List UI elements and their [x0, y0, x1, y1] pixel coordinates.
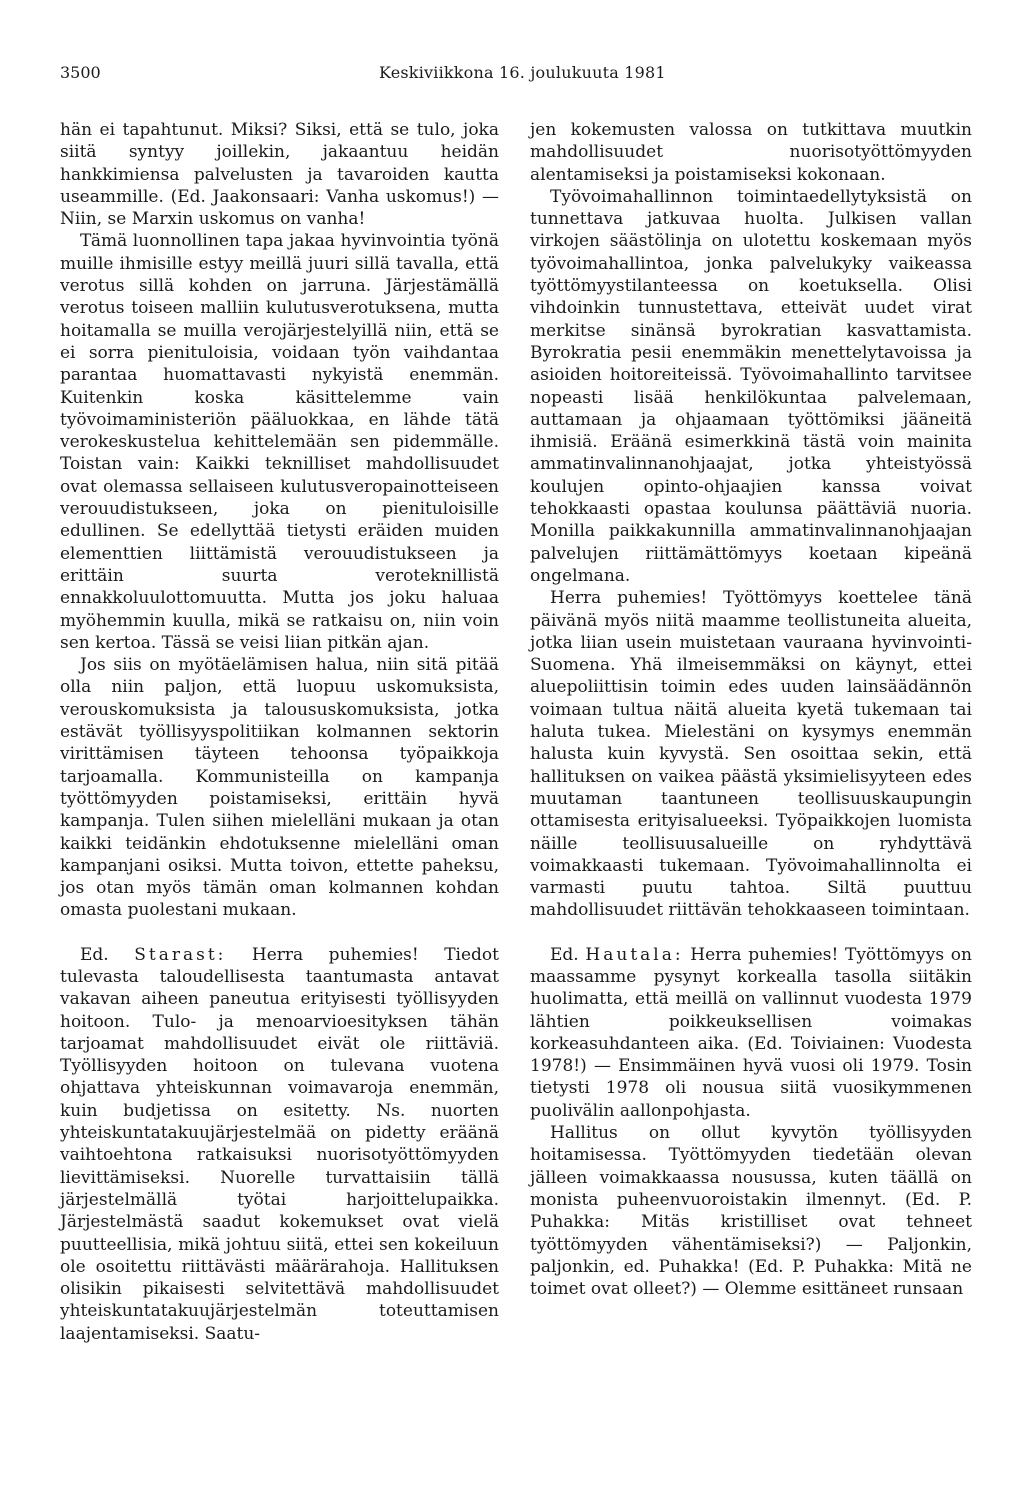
paragraph: Työvoimahallinnon toimintaedellytyksistä on tunnettava jatkuvaa huolta. Julkisen vallan virkojen säästölinja on ulotettu koskemaan myös työvoimahallintoa, jonka palvelukyky vaikeassa työttömyystilanteessa on koetuksella. Olisi vihdoinkin tunnustettava, etteivät uudet virat merkitse sinänsä byrokratian kasvattamista. Byrokratia pesii enemmäkin menettelytavoissa ja asioiden hoitoreiteissä. Työvoimahallinto tarvitsee nopeasti lisää henkilökuntaa palvelemaan, auttamaan ja ohjaamaan työttömiksi jääneitä ihmisiä. Eräänä esimerkkinä tästä voin mainita ammatinvalinnanohjaajat, jotka yhteistyössä koulujen opinto-ohjaajien kanssa voivat tehokkaasti opastaa koulunsa päättäviä nuoria. Monilla paikkakunnilla ammatinvalinnanohjaajan palvelujen riittämättömyys koetaan kipeänä ongelmana.	[530, 186, 972, 586]
page-number: 3500	[60, 63, 101, 82]
right-column	[530, 119, 972, 1300]
speaker-name: Starast:	[134, 944, 227, 965]
paragraph: hän ei tapahtunut. Miksi? Siksi, että se tulo, joka siitä syntyy joillekin, jakaantuu heidän hankkimiensa palvelusten ja tavaroiden kautta useammille. (Ed. Jaakonsaari: Vanha uskomus!) — Niin, se Marxin uskomus on vanha!	[60, 120, 499, 230]
paragraph: Herra puhemies! Työttömyys koettelee tänä päivänä myös niitä maamme teollistuneita alueita, jotka liian usein muistetaan vauraana hyvinvointi-Suomena. Yhä ilmeisemmäksi on käynyt, ettei aluepoliittisin toimin edes uuden lainsäädännön voimaan tultua näitä alueita kyetä tukemaan tai haluta tukea. Mielestäni on kysymys enemmän halusta kuin kyvystä. Sen osoittaa sekin, että hallituksen on vaikea päästä yksimielisyyteen edes muutaman taantuneen teollisuuskaupungin ottamisesta erityisalueeksi. Työpaikkojen luomista näille teollisuusalueille on ryhdyttävä voimakkaasti tukemaan. Työvoimahallinnolta ei varmasti puutu tahtoa. Siltä puuttuu mahdollisuudet riittävän tehokkaaseen toimintaan.	[530, 588, 972, 921]
speech-paragraph	[530, 944, 972, 1122]
speech-paragraph	[60, 944, 499, 1345]
speech-text: Herra puhemies! Työttömyys on maassamme pysynyt korkealla tasolla siitäkin huolimatta, että meillä on vallinnut vuodesta 1979 lähtien poikkeuksellisen voimakas korkeasuhdanteen aika. (Ed. Toiviainen: Vuodesta 1978!) — Ensimmäinen hyvä vuosi oli 1979. Tosin tietysti 1978 oli nousua siitä vuosikymmenen puolivälin aallonpohjasta.	[530, 944, 972, 1121]
speaker-name: Hautala:	[585, 944, 684, 965]
speaker-title: Ed.	[550, 944, 586, 965]
session-date: Keskiviikkona 16. joulukuuta 1981	[379, 63, 666, 82]
paragraph: Jos siis on myötäelämisen halua, niin sitä pitää olla niin paljon, että luopuu uskomuksista, verouskomuksista ja taloususkomuksista, jotka estävät työllisyyspolitiikan kolmannen sektorin virittämisen täyteen tehoonsa työpaikkoja tarjoamalla. Kommunisteilla on kampanja työttömyyden poistamiseksi, erittäin hyvä kampanja. Tulen siihen mielelläni mukaan ja otan kaikki teidänkin ehdotuksenne mielelläni oman kampanjani osiksi. Mutta toivon, ettette paheksu, jos otan myös tämän oman kolmannen kohdan omasta puolestani mukaan.	[60, 655, 499, 921]
speech-text: Herra puhemies! Tiedot tulevasta taloudellisesta taantumasta antavat vakavan aiheen paneutua erityisesti työllisyyden hoitoon. Tulo- ja menoarvioesityksen tähän tarjoamat mahdollisuudet eivät ole riittäviä. Työllisyyden hoitoon on tulevana vuotena ohjattava yhteiskunnan voimavaroja enemmän, kuin budjetissa on esitetty. Ns. nuorten yhteiskuntatakuujärjestelmää on pidetty eräänä vaihtoehtona ratkaisuksi nuorisotyöttömyyden lievittämiseksi. Nuorelle turvattaisiin tällä järjestelmällä työtai harjoittelupaikka. Järjestelmästä saadut kokemukset ovat vielä puutteellisia, mikä johtuu siitä, ettei sen kokeiluun ole osoitettu riittävästi määrärahoja. Hallituksen olisikin pikaisesti selvitettävä mahdollisuudet yhteiskuntatakuujärjestelmän toteuttamisen laajentamiseksi. Saatu-	[60, 944, 499, 1344]
left-column	[60, 119, 499, 1345]
paragraph: Hallitus on ollut kyvytön työllisyyden hoitamisessa. Työttömyyden tiedetään olevan jälleen voimakkaassa nousussa, kuten täällä on monista puheenvuoroistakin ilmennyt. (Ed. P. Puhakka: Mitäs kristilliset ovat tehneet työttömyyden vähentämiseksi?) — Paljonkin, paljonkin, ed. Puhakka! (Ed. P. Puhakka: Mitä ne toimet ovat olleet?) — Olemme esittäneet runsaan	[530, 1123, 972, 1300]
paragraph: jen kokemusten valossa on tutkittava muutkin mahdollisuudet nuorisotyöttömyyden alentamiseksi ja poistamiseksi kokonaan.	[530, 120, 972, 185]
paragraph: Tämä luonnollinen tapa jakaa hyvinvointia työnä muille ihmisille estyy meillä juuri sillä tavalla, että verotus sillä kohden on jarruna. Järjestämällä verotus toiseen malliin kulutusverotuksena, mutta hoitamalla se muilla verojärjestelyillä niin, että se ei sorra pienituloisia, voidaan työn vaihdantaa parantaa huomattavasti nykyistä enemmän. Kuitenkin koska käsittelemme vain työvoimaministeriön pääluokkaa, en lähde tätä verokeskustelua kehittelemään sen pidemmälle. Toistan vain: Kaikki teknilliset mahdollisuudet ovat olemassa sellaiseen kulutusveropainotteiseen verouudistukseen, joka on pienituloisille edullinen. Se edellyttää tietysti eräiden muiden elementtien liittämistä verouudistukseen ja erittäin suurta veroteknillistä ennakkoluulottomuutta. Mutta jos joku haluaa myöhemmin kuulla, mikä se ratkaisu on, niin voin sen kertoa. Tässä se veisi liian pitkän ajan.	[60, 231, 499, 653]
speaker-title: Ed.	[80, 944, 135, 965]
page-header	[0, 63, 1024, 87]
